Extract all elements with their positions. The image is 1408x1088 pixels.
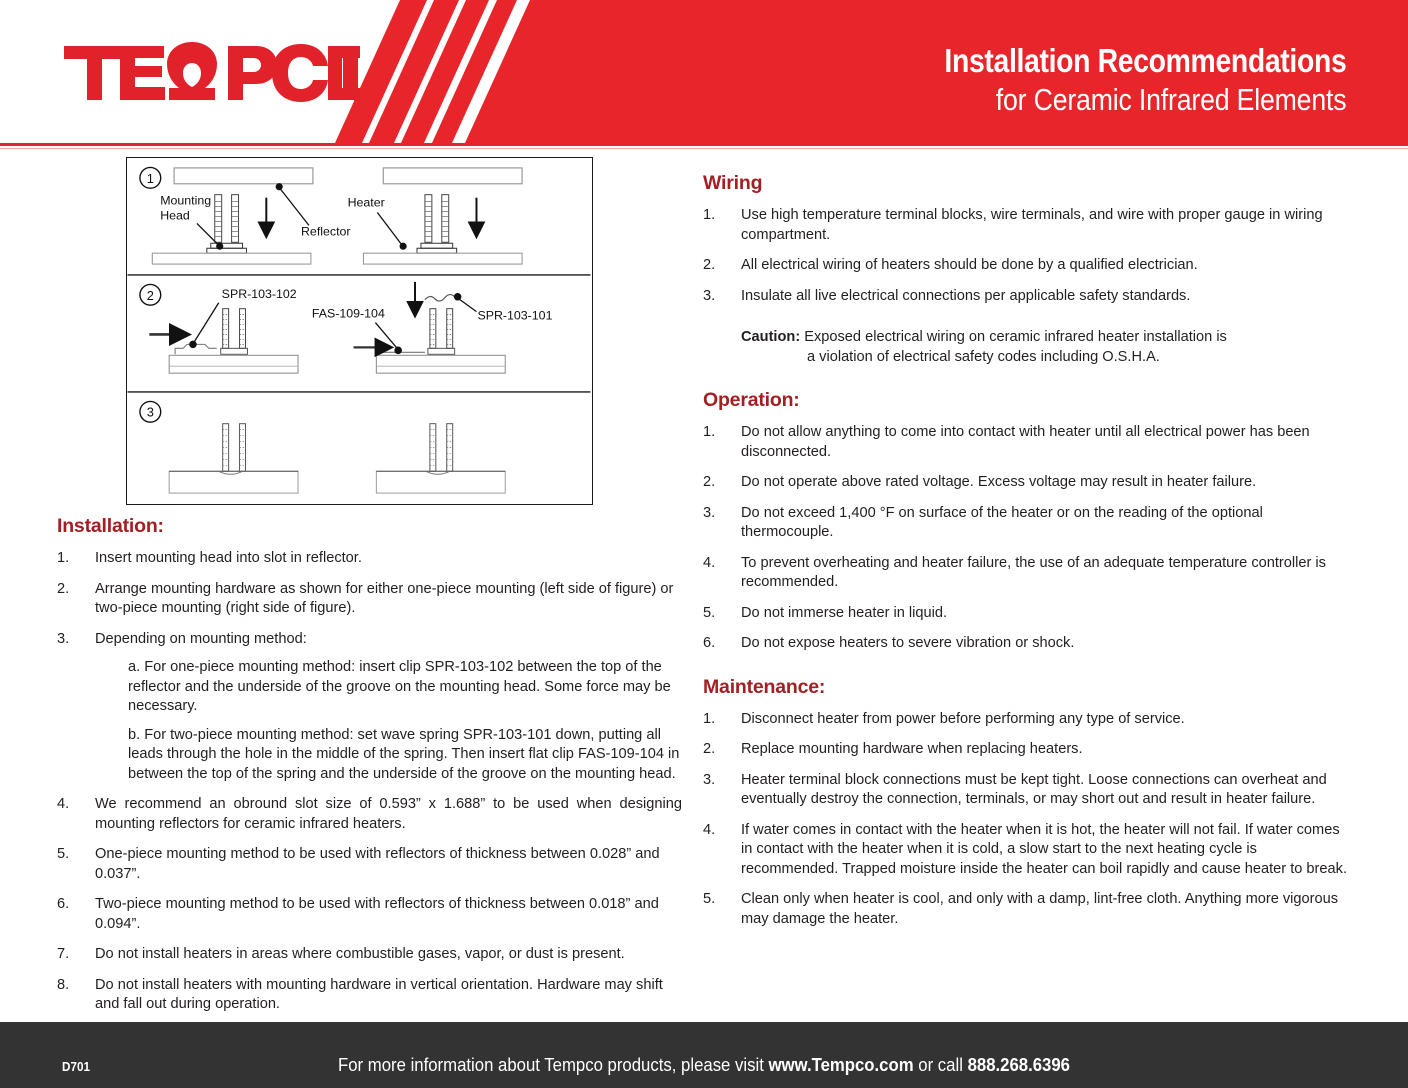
list-item xyxy=(57,895,682,934)
list-item xyxy=(703,504,1353,543)
installation-column xyxy=(57,515,682,1015)
list-item-number: 1. xyxy=(703,710,716,727)
tempco-logo-mark xyxy=(62,40,362,106)
list-item-text: All electrical wiring of heaters should be done by a qualified electrician. xyxy=(741,257,1198,273)
list-item-text: Use high temperature terminal blocks, wire terminals, and wire with proper gauge in wiring compartment. xyxy=(741,207,1323,243)
list-item-text: Do not install heaters in areas where combustible gases, vapor, or dust is present. xyxy=(95,946,625,962)
maintenance-list xyxy=(703,710,1353,930)
list-item-number: 1. xyxy=(703,207,716,223)
list-item xyxy=(57,630,682,785)
header-divider-thick xyxy=(0,143,1408,146)
operation-heading: Operation: xyxy=(703,389,800,411)
list-item xyxy=(703,287,1353,307)
operation-list xyxy=(703,423,1353,654)
list-item-text: Insert mounting head into slot in reflector. xyxy=(95,550,362,566)
list-item xyxy=(57,795,682,834)
label-reflector: Reflector xyxy=(301,224,351,239)
list-item xyxy=(57,549,682,569)
installation-sub-item-a: a. For one-piece mounting method: insert clip SPR-103-102 between the top of the reflector and the underside of the groove on the mounting head. Some force may be necessary. xyxy=(128,659,671,714)
list-item-text: Do not install heaters with mounting hardware in vertical orientation. Hardware may shift and fall out during operation. xyxy=(95,976,663,1012)
list-item-number: 3. xyxy=(57,630,70,647)
installation-sub-item-b: b. For two-piece mounting method: set wave spring SPR-103-101 down, putting all leads through the hole in the middle of the spring. Then insert flat clip FAS-109-104 in between the top of the spring and the underside of the groove on the mounting head. xyxy=(128,726,680,782)
label-spr-103-101: SPR-103-101 xyxy=(477,308,553,323)
list-item xyxy=(703,821,1353,880)
header-divider-thin xyxy=(0,148,1408,149)
list-item-number: 4. xyxy=(703,821,716,838)
page-header xyxy=(0,0,1408,143)
list-item-number: 4. xyxy=(703,554,716,571)
list-item xyxy=(703,710,1353,730)
list-item xyxy=(703,473,1353,493)
header-title-block xyxy=(879,42,1346,118)
list-item xyxy=(703,554,1353,593)
list-item-text: Do not immerse heater in liquid. xyxy=(741,604,948,621)
caution-text-line1: Exposed electrical wiring on ceramic infrared heater installation is xyxy=(804,329,1227,345)
list-item-number: 3. xyxy=(703,287,716,304)
installation-heading: Installation: xyxy=(57,515,164,537)
list-item-text: Heater terminal block connections must be kept tight. Loose connections can overheat and eventually destroy the connection, terminals, or may short out and result in heater failure. xyxy=(741,771,1327,807)
list-item xyxy=(57,580,682,619)
list-item-text: Depending on mounting method: xyxy=(95,630,307,647)
wiring-list xyxy=(703,206,1353,306)
panel-1-number: 1 xyxy=(146,170,154,186)
list-item-number: 1. xyxy=(703,424,716,440)
wiring-heading: Wiring xyxy=(703,172,763,194)
list-item-text: Do not expose heaters to severe vibration or shock. xyxy=(741,635,1075,651)
footer-text-middle: or call xyxy=(913,1055,968,1075)
list-item-number: 6. xyxy=(57,896,70,912)
list-item-text: One-piece mounting method to be used with reflectors of thickness between 0.028” and 0.037”. xyxy=(95,846,660,882)
list-item xyxy=(57,845,682,884)
list-item xyxy=(703,206,1353,245)
registered-trademark-icon: ® xyxy=(353,94,361,105)
list-item-text: To prevent overheating and heater failure, the use of an adequate temperature controller is recommended. xyxy=(741,554,1326,590)
list-item-text: Clean only when heater is cool, and only with a damp, lint-free cloth. Anything more vigorous may damage the heater. xyxy=(741,891,1339,927)
tempco-logo[interactable] xyxy=(62,40,362,104)
footer-contact-text xyxy=(49,1055,1358,1076)
right-column xyxy=(703,172,1353,929)
list-item xyxy=(57,976,682,1015)
list-item-number: 8. xyxy=(57,976,70,993)
list-item xyxy=(703,423,1353,462)
caution-text-line2: a violation of electrical safety codes including O.S.H.A. xyxy=(807,348,1160,365)
list-item xyxy=(703,604,1353,624)
list-item-text: Replace mounting hardware when replacing heaters. xyxy=(741,741,1083,757)
mounting-diagram xyxy=(126,157,593,505)
panel-3-number: 3 xyxy=(146,404,154,420)
maintenance-heading: Maintenance: xyxy=(703,675,826,698)
mounting-diagram-graphic xyxy=(127,158,591,503)
list-item-text: Insulate all live electrical connections per applicable safety standards. xyxy=(741,287,1191,304)
installation-list xyxy=(57,549,682,1015)
list-item-text: Arrange mounting hardware as shown for either one-piece mounting (left side of figure) or two-piece mounting (right side of figure). xyxy=(95,580,674,616)
footer-website-link[interactable]: www.Tempco.com xyxy=(768,1055,914,1075)
list-item-number: 3. xyxy=(703,504,716,521)
list-item xyxy=(703,634,1353,654)
list-item xyxy=(703,256,1353,276)
list-item-text: Do not operate above rated voltage. Excess voltage may result in heater failure. xyxy=(741,474,1257,490)
list-item-number: 5. xyxy=(57,846,70,862)
label-spr-103-102: SPR-103-102 xyxy=(221,286,297,301)
list-item-text: Disconnect heater from power before performing any type of service. xyxy=(741,710,1185,727)
panel-2-number: 2 xyxy=(146,287,154,303)
list-item-number: 2. xyxy=(703,741,716,757)
list-item xyxy=(57,945,682,965)
list-item-number: 5. xyxy=(703,891,716,907)
label-mounting-head-line2: Head xyxy=(160,208,190,223)
document-code: D701 xyxy=(62,1059,90,1074)
label-fas-109-104: FAS-109-104 xyxy=(311,306,385,321)
caution-note xyxy=(703,328,1353,367)
list-item-text: We recommend an obround slot size of 0.593” x 1.688” to be used when designing mounting reflectors for ceramic infrared heaters. xyxy=(95,796,682,832)
list-item xyxy=(703,890,1353,929)
list-item-number: 2. xyxy=(703,474,716,490)
list-item-text: Two-piece mounting method to be used with reflectors of thickness between 0.018” and 0.094”. xyxy=(95,896,659,932)
label-heater: Heater xyxy=(347,195,385,210)
list-item-number: 3. xyxy=(703,771,716,788)
label-mounting-head-line1: Mounting xyxy=(160,193,212,208)
list-item-number: 2. xyxy=(57,580,70,597)
page-title: Installation Recommendations xyxy=(944,42,1346,79)
list-item xyxy=(703,740,1353,760)
footer-phone-number[interactable]: 888.268.6396 xyxy=(967,1055,1070,1075)
list-item-number: 2. xyxy=(703,257,716,273)
list-item-number: 6. xyxy=(703,635,716,651)
page-subtitle: for Ceramic Infrared Elements xyxy=(995,82,1346,117)
list-item xyxy=(703,771,1353,810)
list-item-number: 5. xyxy=(703,604,716,621)
list-item-number: 1. xyxy=(57,550,70,566)
list-item-number: 7. xyxy=(57,946,70,962)
list-item-number: 4. xyxy=(57,796,70,812)
list-item-text: Do not allow anything to come into contact with heater until all electrical power has been disconnected. xyxy=(741,424,1310,460)
list-item-text: Do not exceed 1,400 °F on surface of the heater or on the reading of the optional thermocouple. xyxy=(741,504,1263,540)
list-item-text: If water comes in contact with the heater when it is hot, the heater will not fail. If water comes in contact with the heater when it is cold, a slow start to the next heating cycle is recommended. Trapped moisture inside the heater can boil rapidly and cause heater to break. xyxy=(741,821,1347,877)
page-footer xyxy=(0,1022,1408,1088)
caution-label: Caution: xyxy=(741,329,801,345)
footer-text-before: For more information about Tempco products, please visit xyxy=(338,1055,769,1075)
